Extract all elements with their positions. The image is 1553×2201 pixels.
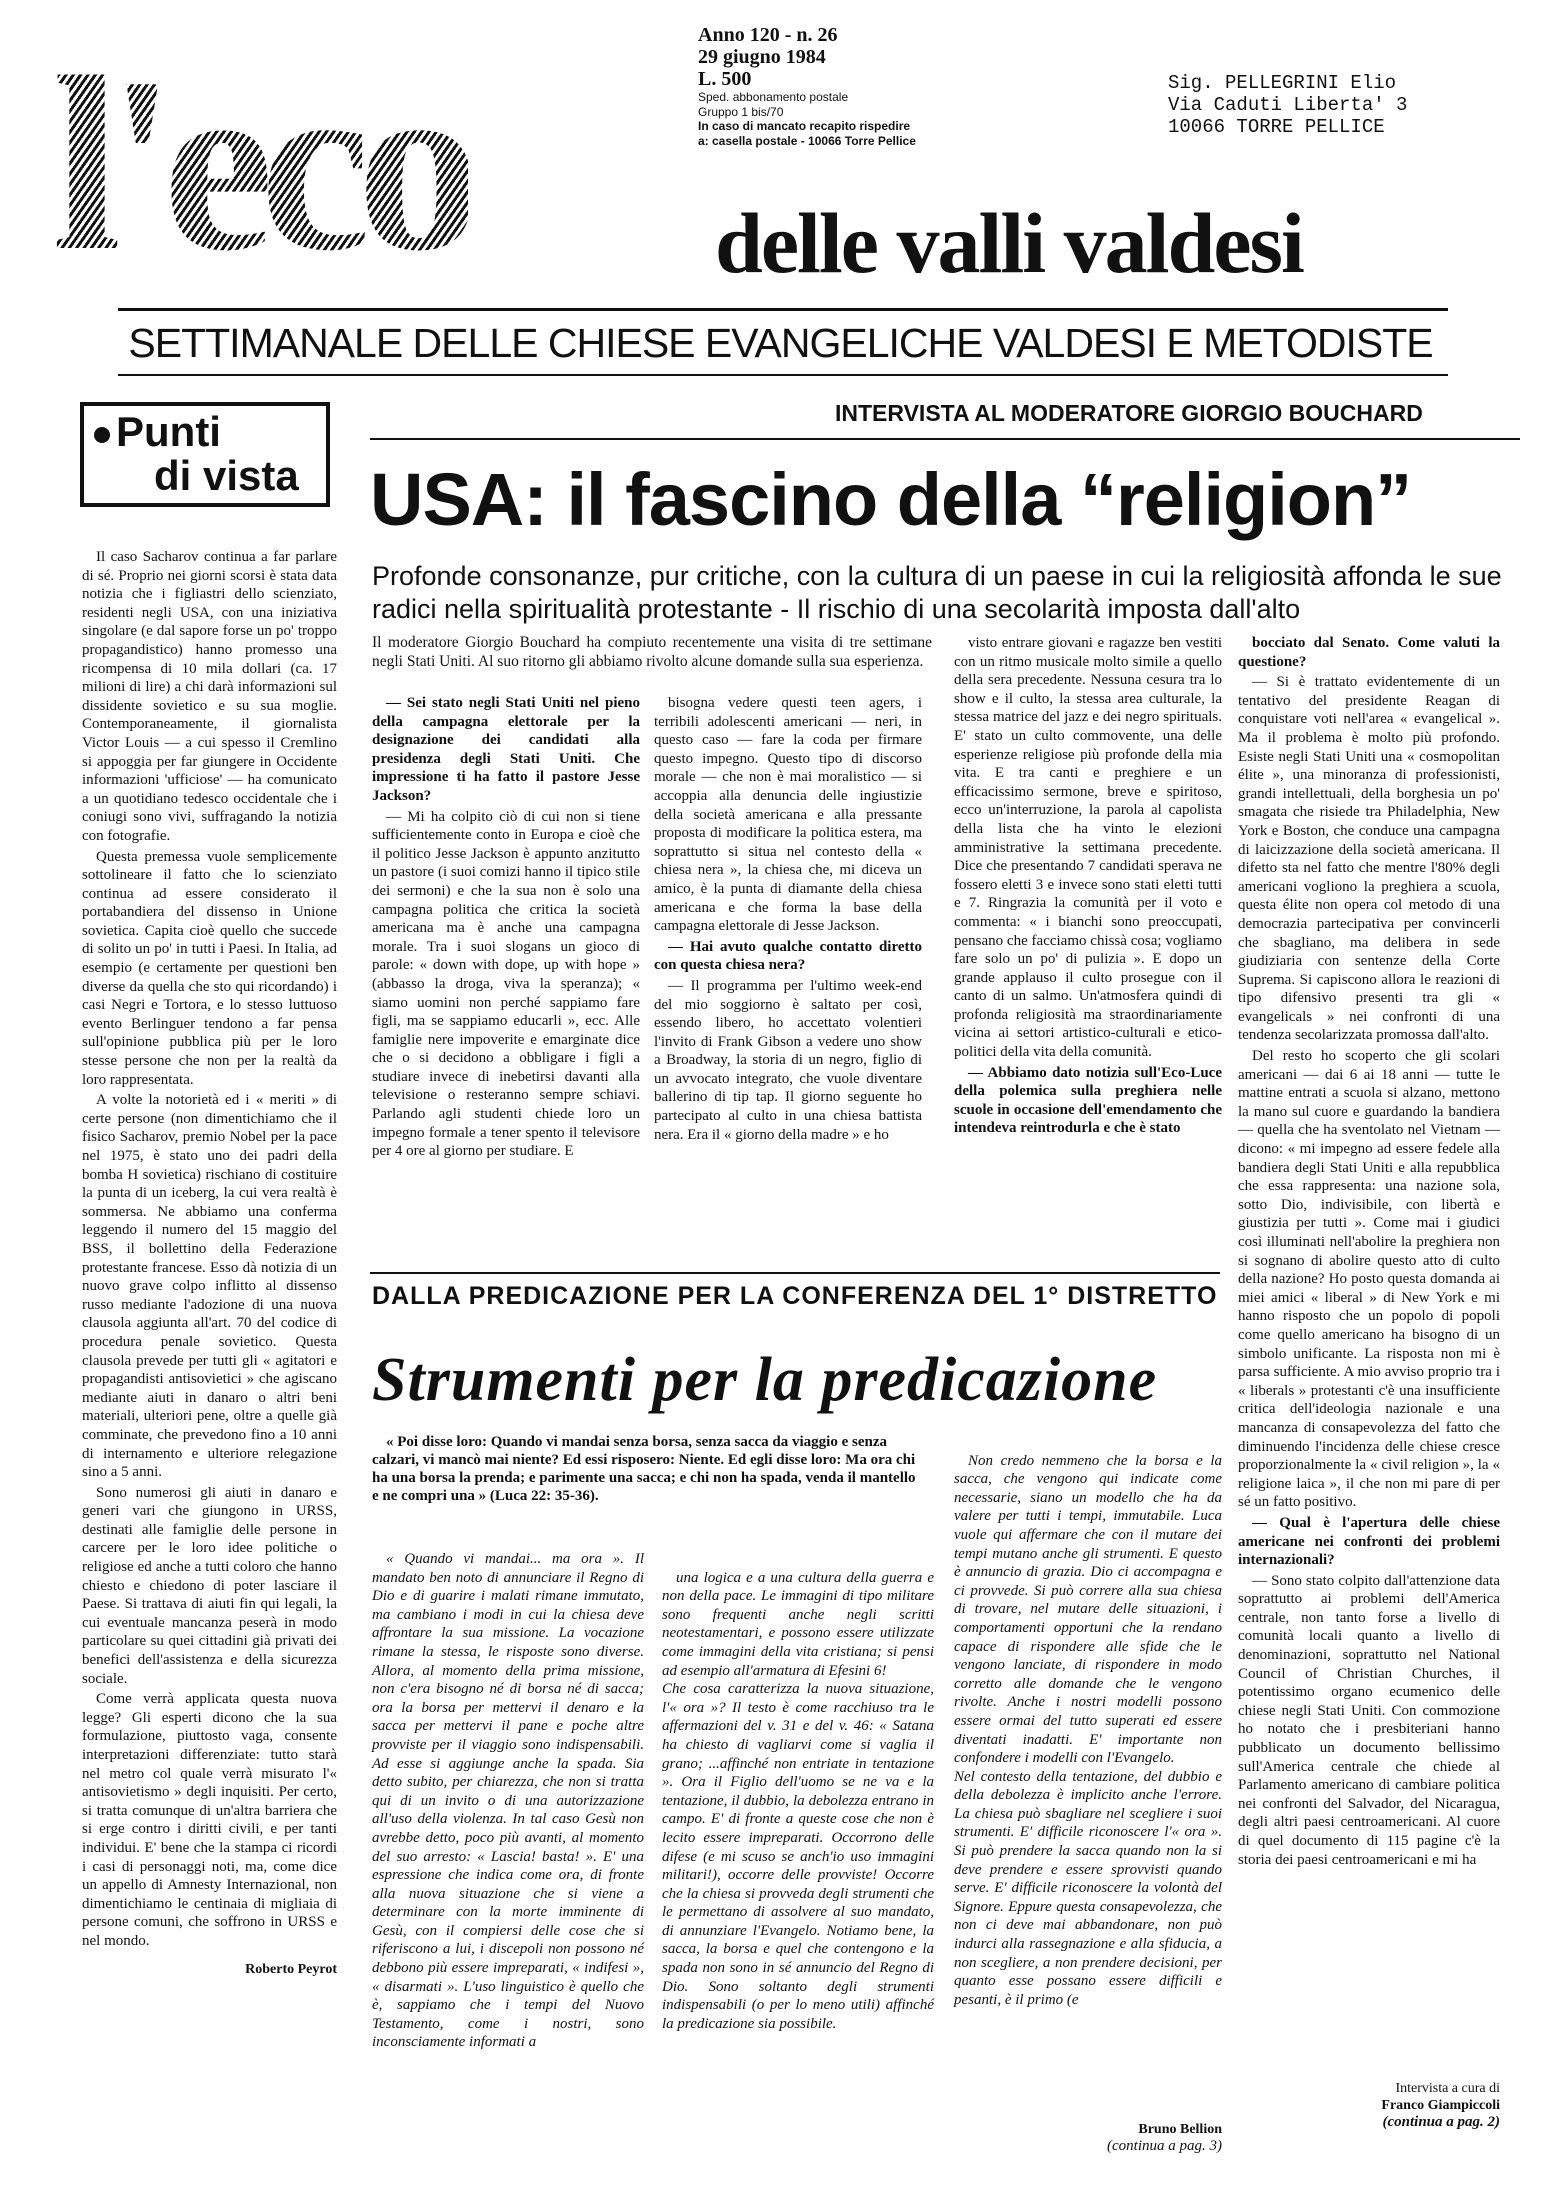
sermon-paragraph: Non credo nemmeno che la borsa e la sacca, che vengono qui indicate come necessarie, siano un modello che ha da valere per tutti i tempi, immutabile. Luca vuole qui affermare che con il mutare dei tempi mutano anche gli strumenti. E questo è annuncio di grazia. Dio ci accompagna e ci provvede. Si può correre alla sua chiesa di trovare, nel mutare delle situazioni, i comportamenti opportuni che la rendano capace di rispondere alle sfide che le vengono lanciate, di rispondere in modo corretto alle domande che le vengono rivolte. Anche i nostri modelli possono essere ormai del tutto superati ed essere diventati inadatti. E' importante non confondere i modelli con l'Evangelo. Nel contesto della tentazione, del dubbio e della debolezza è implicito anche l'errore. La chiesa può sbagliare nel scegliere i suoi strumenti. E' difficile riconoscere l'« ora ». Si può prendere la sacca quando non la si deve prendere e essere sprovvisti quando serve. E' difficile riconoscere la volontà del Signore. Eppure questa consapevolezza, che non ci deve mai abbandonare, non può indurci alla rassegnazione e alla sfiducia, a non scegliere, a non prendere decisioni, per quanto esse possano essere difficili e pesanti, è il primo (e [954, 1452, 1222, 2008]
article2-footer [954, 2122, 1222, 2155]
interview-answer: — Sono stato colpito dall'attenzione data soprattutto ai problemi dell'America centrale, non tanto forse a livello di comunità locali quanto a livello di denominazioni, soprattutto nel National Council of Christian Churches, il potentissimo organo ecumenico delle chiese negli Stati Uniti. Con commozione ho notato che i presbiteriani hanno pubblicato un documento bellissimo sull'America centrale che chiede al Parlamento americano di cambiare politica nei confronti del Salvador, del Nicaragua, degli altri paesi centroamericani. Al cuore di quel documento di 115 pagine c'è la storia dei paesi centroamericani e mi ha [1238, 1572, 1500, 1868]
interview-question: — Qual è l'apertura delle chiese americane nei confronti dei problemi internazionali? [1238, 1514, 1500, 1569]
masthead-tagline: SETTIMANALE DELLE CHIESE EVANGELICHE VALDESI E METODISTE [128, 320, 1433, 366]
bullet-icon [94, 427, 110, 443]
article1-column-2 [654, 694, 922, 1146]
sermon-paragraph: « Quando vi mandai... ma ora ». Il mandato ben noto di annunciare il Regno di Dio e di guarire i malati rimane immutato, ma cambiano i modi in cui la chiesa deve affrontare la sua missione. La vocazione rimane la stessa, le risposte sono diverse. Allora, al momento della prima missione, non c'era bisogno né di borsa né di sacca; ora la borsa per mettervi il denaro e la sacca per mettervi il pane e poche altre provviste per il viaggio sono indispensabili. Ad esse si aggiunge anche la spada. Sia detto subito, per chiarezza, che non si tratta qui di un invito o di una autorizzazione all'uso della violenza. In tal caso Gesù non avrebbe detto, poco più avanti, al momento del suo arresto: « Lascia! basta! ». E' una espressione che indica come ora, di fronte alla nuova situazione che si viene a determinare con la morte imminente di Gesù, con il compiersi delle cose che si riferiscono a lui, i discepoli non possono né debbono più essere impreparati, « indifesi », « disarmati ». L'uso linguistico è quello che è, sappiamo che i tempi del Nuovo Testamento, come i nostri, sono inconsciamente informati a [372, 1551, 644, 2051]
punti-paragraph: Come verrà applicata questa nuova legge? Gli esperti dicono che la sua formulazione, piuttosto vaga, consente interpretazioni differenziate: tutto starà nel metro col quale verrà misurato l'« antisovietismo » degli inquisiti. Per certo, si tratta comunque di un'altra barriera che si erge contro i diritti civili, e per tanti individui. E' bene che la stampa ci ricordi i casi di personaggi noti, ma, come dice un appello di Amnesty Internazional, non dimentichiamo le centinaia di migliaia di persone comuni, che soffrono in URSS e nel mondo. [82, 1691, 337, 1949]
interview-question: — Abbiamo dato notizia sull'Eco-Luce della polemica sulla preghiera nelle scuole in occasione dell'emendamento che intendeva reintrodurla e che è stato [954, 1064, 1222, 1137]
issue-number: Anno 120 - n. 26 [698, 24, 838, 46]
article1-headline: USA: il fascino della “religion” [370, 458, 1412, 541]
return-address: a: casella postale - 10066 Torre Pellice [698, 133, 916, 148]
punti-paragraph: A volte la notorietà ed i « meriti » di certe persone (non dimentichiamo che il fisico Sacharov, premio Nobel per la pace nel 1975, è stato uno dei padri della bomba H sovietica) rischiano di costituire la punta di un iceberg, la cui vera realtà è sommersa. Ne abbiamo una conferma leggendo il numero del 15 maggio del BSS, il bollettino della Federazione protestante francese. Esso dà notizia di un nuovo grave colpo inflitto al dissenso russo mediante l'adozione di una nuova clausola aggiunta all'art. 70 del codice di procedura penale sovietico. Questa clausola prevede per tutti gli « agitatori e propagandisti antisovietici » che agiscano mediante aiuti in danaro o altri beni materiali, ulteriori pene, oltre a quelle già comminate, che prevedono fino a 10 anni di internamento e ulteriore relegazione sino a 5 anni. [82, 1092, 337, 1481]
sermon-paragraph: una logica e a una cultura della guerra e non della pace. Le immagini di tipo militare sono frequenti anche negli scritti neotestamentari, e possono essere utilizzate come immagini della vita cristiana; si pensi ad esempio all'armatura di Efesini 6! Che cosa caratterizza la nuova situazione, l'« ora »? Il testo è come racchiuso tra le affermazioni del v. 31 e del v. 46: « Satana ha chiesto di vagliarvi come si vaglia il grano; ...affinché non entriate in tentazione ». Ora il Figlio dell'uomo se ne va e la tentazione, il dubbio, la debolezza entrano in campo. E' di fronte a queste cose che non è lecito essere impreparati. Occorrono delle difese (e mi scuso se anch'io uso immagini militari!), occorre delle provviste! Occorre che la chiesa si provveda degli strumenti che le permettano di assolvere al suo mandato, di annunziare l'Evangelo. Notiamo bene, la sacca, la borsa e quel che contengono e la spada non sono in sé annuncio del Regno di Dio. Sono soltanto degli strumenti indispensabili (o per lo meno utili) affinché la predicazione sia possibile. [662, 1569, 934, 2032]
punti-title: Punti [116, 408, 221, 455]
article1-credit [1300, 2080, 1500, 2131]
issue-date: 29 giugno 1984 [698, 46, 826, 68]
article1-column-3 [954, 634, 1222, 1140]
interview-answer: Del resto ho scoperto che gli scolari americani — dai 6 ai 18 anni — tutte le mattine entrati a scuola si alzano, mettono la mano sul cuore e guardando la bandiera — quella che ha sventolato nel Vietnam — dicono: « mi impegno ad essere fedele alla bandiera degli Stati Uniti e alla repubblica che essa rappresenta: una nazione sola, sotto Dio, indivisibile, con libertà e giustizia per tutti ». Come mai i giudici così illuminati nell'abolire la preghiera non si sognano di abolire questo atto di culto della nazione? Ho posto questa domanda ai miei amici « liberal » di New York e mi hanno risposto che un popolo di popoli come quello americano ha bisogno di un simbolo unificante. La risposta non mi è parsa sufficiente. A mio avviso proprio tra i « liberals » protestanti c'è una insufficiente critica dell'ideologia nazionale e una mancanza di consapevolezza del fatto che diminuendo l'incidenza delle chiese cresce proporzionalmente la « civil religion », la « religione laica », il che non mi pare di per sé un fatto positivo. [1238, 1048, 1500, 1511]
article1-deck: Profonde consonanze, pur critiche, con la cultura di un paese in cui la religiosità affonda le sue radici nella spiritualità protestante - Il rischio di una secolarità imposta dall'alto [372, 561, 1502, 624]
credit-author: Franco Giampiccoli [1381, 2098, 1500, 2113]
article1-rule [370, 438, 1520, 440]
masthead-logo: l'eco [52, 26, 468, 303]
interview-answer: — Si è trattato evidentemente di un tentativo del presidente Reagan di conquistare voti nell'area « evangelical ». Ma il problema è molto più profondo. Esiste negli Stati Uniti una « cosmopolitan élite », una minoranza di professionisti, grandi intellettuali, della borghesia un po' smagata che risiede tra Philadelphia, New York e Boston, che conduce una campagna di laicizzazione della società americana. Il difetto sta nel fatto che mentre l'80% degli americani vogliono la preghiera a scuola, questa élite non opera col metodo di una democrazia partecipativa per convincerli che sbagliano, ma delibera in sede giudiziaria con sentenze della Corte Suprema. Si capiscono allora le reazioni di tipo difensivo presenti tra gli « evangelicals » nei confronti di una tendenza secolarizzata promossa dall'alto. [1238, 674, 1500, 1044]
address-city: 10066 TORRE PELLICE [1168, 116, 1385, 138]
interview-answer: bisogna vedere questi teen agers, i terribili adolescenti americani — neri, in questo caso — fare la coda per firmare questo impegno. Questo tipo di discorso morale — che non è mai moralistico — si accoppia alla denuncia delle ingiustizie della società americana e alla pressante proposta di modificare la politica estera, ma soprattutto si situa nel contesto della « chiesa nera », la chiesa che, mi diceva un amico, è la punta di diamante della chiesa americana e che forma la base della campagna elettorale di Jesse Jackson. [654, 695, 922, 935]
postal-group: Gruppo 1 bis/70 [698, 104, 784, 119]
article2-continue-link[interactable]: (continua a pag. 3) [1107, 2138, 1222, 2154]
interview-question: — Sei stato negli Stati Uniti nel pieno della campagna elettorale per la designazione dei candidati alla presidenza degli Stati Uniti. Che impressione ti ha fatto il pastore Jesse Jackson? [372, 695, 640, 804]
return-info: In caso di mancato recapito rispedire [698, 119, 911, 133]
punti-signature: Roberto Peyrot [245, 1961, 337, 1977]
bible-quote: « Poi disse loro: Quando vi mandai senza borsa, senza sacca da viaggio e senza calzari, vi mancò mai niente? Ed essi risposero: Niente. Ed egli disse loro: Ma ora chi ha una borsa la prenda; e parimente una sacca; e chi non ha spada, venda il mantello e ne compri una » (Luca 22: 35-36). [372, 1434, 916, 1504]
punti-paragraph: Il caso Sacharov continua a far parlare di sé. Proprio nei giorni scorsi è stata data notizia che i figliastri dello scienziato, residenti negli USA, con una iniziativa singolare (e dal sapore forse un po' troppo propagandistico) hanno promesso una ricompensa di 10 mila dollari (ca. 17 milioni di lire) a chi darà informazioni sul dissidente sovietico e su sua moglie. Contemporaneamente, il giornalista Victor Louis — a cui spesso il Cremlino si appoggia per far giungere in Occidente informazioni 'ufficiose' — ha comunicato a un quotidiano tedesco occidentale che i coniugi sono vivi, suffragando la notizia con fotografie. [82, 549, 337, 844]
article2-column-3 [954, 1433, 1222, 2030]
credit-label: Intervista a cura di [1395, 2081, 1500, 2096]
punti-paragraph: Sono numerosi gli aiuti in danaro e generi vari che giungono in URSS, destinati alle famiglie delle persone in carcere per le loro idee politiche o religiose ed anche a tutti coloro che hanno chiesto e chiedono di poter lasciare il Paese. Si trattava di aiuti fin qui legali, la cui eventuale mancanza peserà in modo particolare su quei cittadini già privati dei benefici dell'assistenza e della sicurezza sociale. [82, 1484, 337, 1687]
article2-rule [370, 1272, 1220, 1274]
masthead-rule-bottom [118, 374, 1448, 376]
address-label [1168, 72, 1407, 138]
punti-paragraph: Questa premessa vuole semplicemente sottolineare il fatto che lo scienziato continua ad essere considerato il portabandiera del dissenso in Unione sovietica. Capita cioè quello che succede di solito un po' in tutti i Paesi. In Italia, ad esempio (e certamente per questioni ben diverse da quella che sto qui ricordando) i casi Negri e Tortora, e lo stesso luttuoso evento Berlinguer tendono a far pensa sull'opinione pubblica più per le loro stesse persone che non per la realtà da loro rappresentata. [82, 848, 337, 1088]
interview-question: — Hai avuto qualche contatto diretto con questa chiesa nera? [654, 938, 922, 974]
punti-subtitle: di vista [154, 452, 299, 499]
article2-column-2 [662, 1550, 934, 2054]
postal-info: Sped. abbonamento postale [698, 90, 849, 104]
interview-answer: visto entrare giovani e ragazze ben vestiti con un ritmo musicale molto simile a quello della sera precedente. Nessuna cesura tra lo show e il culto, la stessa area culturale, la stessa matrice del jazz e dei negro spirituals. E' stato un culto commovente, una delle esperienze religiose più profonde della mia vita. E tra canti e preghiere e un efficacissimo sermone, breve e spiritoso, ecco un'interruzione, la parola al capolista della lista che ha vinto le elezioni amministrative la settimana precedente. Dice che presentando 7 candidati sperava ne fossero eletti 3 e invece sono stati eletti tutti e 7. Ringrazia la comunità per il voto e commenta: « i bianchi sono preoccupati, pensano che facciamo chissà cosa; vogliamo fare solo un po' di pulizia ». E dopo un grande applauso il culto prosegue con il canto di un salmo. Un'atmosfera quindi di profonda religiosità ma straordinariamente vicina ai settori artistico-culturali e etico-politici della vita della comunità. [954, 635, 1222, 1061]
address-street: Via Caduti Liberta' 3 [1168, 94, 1408, 116]
issue-info [698, 24, 978, 148]
article1-column-1 [372, 694, 640, 1163]
interview-answer: — Mi ha colpito ciò di cui non si tiene sufficientemente conto in Europa e cioè che il politico Jesse Jackson è appunto anzitutto un pastore (i suoi comizi hanno il tipico stile dei sermoni) e che la sua non è solo una campagna politica che critica la società americana ma è anche una campagna morale. Tra i suoi slogans un gioco di parole: « down with dope, up with hope » (abbasso la droga, viva la speranza); « siamo uomini non perché sappiamo fare figli, ma se sappiamo educarli », ecc. Alle famiglie nere impoverite e emarginate dice che o si decidono a obbligare i figli a studiare invece di inebetirsi davanti alla televisione o resteranno sempre schiavi. Parlando agli studenti chiede loro un impegno formale a tener spento il televisore per 4 ore al giorno per studiare. E [372, 808, 640, 1160]
masthead-subtitle: delle valli valdesi [715, 195, 1303, 291]
interview-question: bocciato dal Senato. Come valuti la questione? [1238, 635, 1500, 670]
article1-kicker: INTERVISTA AL MODERATORE GIORGIO BOUCHARD [835, 400, 1423, 426]
interview-answer: — Il programma per l'ultimo week-end del mio soggiorno è saltato per così, essendo libero, ho accettato volentieri l'invito di Frank Gibson a vedere uno show a Broadway, la storia di un negro, figlio di un avvocato integrato, che vuole diventare ballerino di tip tap. Il giorno seguente ho partecipato al culto in una chiesa battista nera. Era il « giorno della madre » e ho [654, 977, 922, 1143]
punti-di-vista-box [80, 402, 330, 507]
punti-column [82, 548, 337, 1979]
article2-kicker: DALLA PREDICAZIONE PER LA CONFERENZA DEL 1° DISTRETTO [372, 1282, 1218, 1310]
article2-column-1 [372, 1550, 644, 2054]
address-name: Sig. PELLEGRINI Elio [1168, 72, 1397, 94]
masthead-rule-top [118, 308, 1448, 311]
article2-headline: Strumenti per la predicazione [372, 1346, 1158, 1414]
article1-intro: Il moderatore Giorgio Bouchard ha compiuto recentemente una visita di tre settimane negli Stati Uniti. Al suo ritorno gli abbiamo rivolto alcune domande sulla sua esperienza. [372, 634, 932, 670]
article2-signature: Bruno Bellion [1138, 2122, 1222, 2137]
article1-column-4 [1238, 634, 1500, 1871]
issue-price: L. 500 [698, 68, 752, 90]
article2-epigraph [372, 1433, 917, 1505]
article1-continue-link[interactable]: (continua a pag. 2) [1382, 2114, 1500, 2130]
